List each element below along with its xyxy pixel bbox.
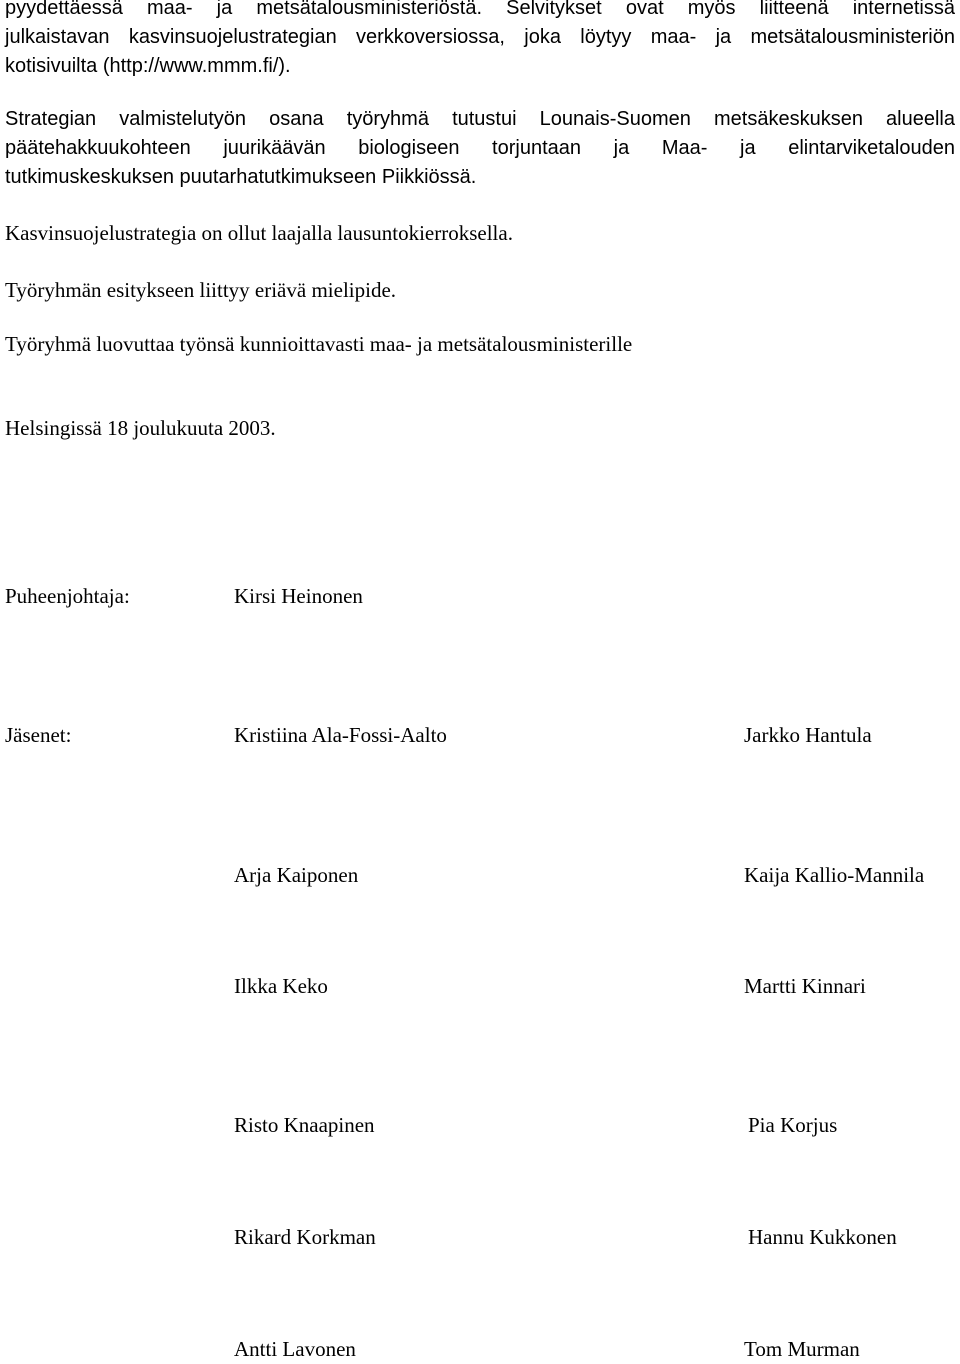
member-name-left: Arja Kaiponen: [234, 863, 359, 887]
members-label: Jäsenet:: [5, 723, 72, 747]
strategy-line: päätehakkuukohteen juurikäävän biologiseen torjuntaan ja Maa- ja elintarviketalouden: [5, 137, 955, 159]
member-name-right: Jarkko Hantula: [744, 723, 872, 747]
intro-line: pyydettäessä maa- ja metsätalousministeriöstä. Selvitykset ovat myös liitteenä internetissä: [5, 0, 955, 19]
member-name-left: Ilkka Keko: [234, 974, 328, 998]
handover-statement: Työryhmä luovuttaa työnsä kunnioittavasti maa- ja metsätalousministerille: [5, 332, 633, 356]
member-name-right: Martti Kinnari: [744, 974, 866, 998]
member-name-left: Risto Knaapinen: [234, 1113, 375, 1137]
intro-line: kotisivuilta (http://www.mmm.fi/).: [5, 55, 291, 77]
consultation-statement: Kasvinsuojelustrategia on ollut laajalla lausuntokierroksella.: [5, 221, 513, 245]
member-name-left: Rikard Korkman: [234, 1225, 376, 1249]
place-date: Helsingissä 18 joulukuuta 2003.: [5, 416, 276, 440]
member-name-right: Tom Murman: [744, 1337, 860, 1361]
chair-label: Puheenjohtaja:: [5, 584, 130, 608]
strategy-line: tutkimuskeskuksen puutarhatutkimukseen Piikkiössä.: [5, 166, 477, 188]
strategy-paragraph: [5, 105, 955, 192]
member-name-left: Kristiina Ala-Fossi-Aalto: [234, 723, 447, 747]
member-name-right: Hannu Kukkonen: [748, 1225, 897, 1249]
member-name-right: Kaija Kallio-Mannila: [744, 863, 925, 887]
dissent-statement: Työryhmän esitykseen liittyy eriävä mielipide.: [5, 278, 397, 302]
member-name-left: Antti Lavonen: [234, 1337, 356, 1361]
intro-line: julkaistavan kasvinsuojelustrategian verkkoversiossa, joka löytyy maa- ja metsätalousministeriön: [5, 26, 955, 48]
chair-name: Kirsi Heinonen: [234, 584, 363, 608]
strategy-line: Strategian valmistelutyön osana työryhmä tutustui Lounais-Suomen metsäkeskuksen alueella: [5, 108, 955, 130]
member-name-right: Pia Korjus: [748, 1113, 838, 1137]
intro-paragraph: [5, 0, 955, 81]
